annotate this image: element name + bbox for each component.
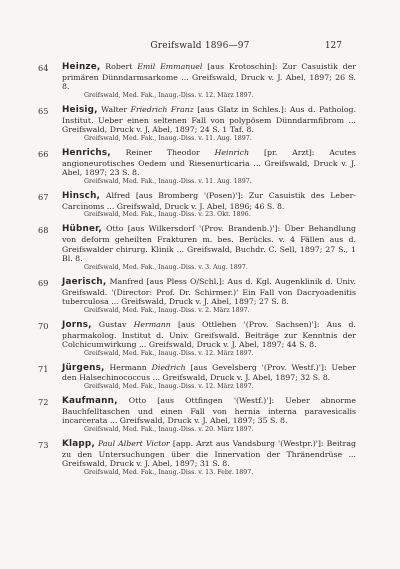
entry-surname: Jürgens,: [62, 362, 105, 373]
entry-number: 64: [38, 63, 49, 73]
entry-given-name: Otto: [106, 224, 124, 234]
entry-text: [62, 396, 356, 426]
entry-text: [62, 363, 356, 383]
entry-note: Greifswald, Med. Fak., Inaug.-Diss. v. 12. März 1897.: [84, 383, 254, 391]
bibliographic-entry: [38, 62, 356, 100]
entry-note: Greifswald, Med. Fak., Inaug.-Diss. v. 23. Okt. 1896.: [84, 211, 251, 219]
entry-surname: Jorns,: [62, 319, 92, 330]
entry-given-name: Otto: [128, 396, 147, 406]
entry-note: Greifswald, Med. Fak., Inaug.-Diss. v. 20. März 1897.: [84, 426, 254, 434]
entry-note: Greifswald, Med. Fak., Inaug.-Diss. v. 11. Aug. 1897.: [84, 177, 252, 185]
entry-italic-name: Friedrich Franz: [130, 104, 194, 114]
entry-title: [aus Krotoschin]: Zur Casuistik der primären Dünndarmsarkome ... Greifswald, Druck v. J. Abel, 1897; 26 S. 8.: [62, 62, 356, 92]
entry-italic-name: Diedrich: [151, 362, 186, 372]
entry-note: Greifswald, Med. Fak., Inaug.-Diss. v. 3. Aug. 1897.: [84, 263, 248, 271]
entry-list: [38, 62, 356, 482]
entry-text: [62, 191, 356, 211]
running-head: [0, 41, 400, 55]
entry-title: [aus Pless O/Schl.]: Aus d. Kgl. Augenklinik d. Univ. Greifswald. '(Director: Prof. Dr. Schirmer.)' Ein Fall von Dacryoadenitis tuberculosa ... Greifswald, Druck v. J. Abel, 1897; 27 S. 8.: [62, 276, 357, 307]
entry-title: [app. Arzt aus Vandsburg '(Westpr.)']: Beitrag zu den Untersuchungen über die Innervation der Thränendrüse ... Greifswald, Druck v. J. Abel, 1897; 31 S. 8.: [62, 439, 357, 469]
entry-title: [aus Ottleben '(Prov. Sachsen)']: Aus d. pharmakolog. Institut d. Univ. Greifswald. Beiträge zur Kenntnis der Colchicumwirkung ... Greifswald, Druck v. J. Abel, 1897; 44 S. 8.: [62, 319, 356, 350]
entry-surname: Henrichs,: [62, 147, 111, 158]
entry-title: [aus Glatz in Schles.]: Aus d. Patholog. Institut. Ueber einen seltenen Fall von polypösem Dünndarmfibrom ... Greifswald, Druck v. J. Abel, 1897; 24 S. 1 Taf. 8.: [62, 104, 357, 135]
bibliographic-entry: [38, 363, 356, 391]
bibliographic-entry: [38, 320, 356, 358]
entry-note: Greifswald, Med. Fak., Inaug.-Diss. v. 12. März 1897.: [84, 91, 254, 99]
entry-italic-name: Paul Albert Victor: [98, 439, 170, 449]
entry-number: 70: [38, 320, 49, 331]
entry-number: 68: [38, 225, 49, 236]
entry-note: Greifswald, Med. Fak., Inaug.-Diss. v. 11. Aug. 1897.: [84, 134, 252, 142]
running-title: Greifswald 1896—97: [150, 41, 250, 51]
bibliographic-entry: [38, 439, 356, 477]
entry-given-name: Manfred: [109, 276, 144, 286]
entry-surname: Heinze,: [62, 62, 101, 72]
entry-title: [aus Ottfingen '(Westf.)']: Ueber abnorme Bauchfelltaschen und einen Fall von hernia interna paravesicalis incarcerata ... Greifswald, Druck v. J. Abel, 1897; 35 S. 8.: [62, 396, 356, 426]
entry-number: 73: [38, 440, 49, 451]
entry-italic-name: Heinrich: [214, 147, 250, 157]
entry-text: [62, 224, 356, 263]
entry-number: 72: [38, 397, 49, 408]
entry-given-name: Gustav: [98, 319, 127, 329]
bibliographic-entry: [38, 105, 356, 143]
bibliographic-entry: [38, 148, 356, 186]
entry-given-name: Walter: [101, 104, 128, 114]
entry-surname: Hinsch,: [62, 190, 101, 201]
entry-note: Greifswald, Med. Fak., Inaug.-Diss. v. 12. März 1897.: [84, 349, 254, 357]
entry-surname: Heisig,: [62, 104, 98, 115]
entry-title: [pr. Arzt]: Acutes angioneurotisches Oedem und Riesenurticaria ... Greifswald, Druck v. J. Abel, 1897; 23 S. 8.: [62, 147, 357, 178]
entry-number: 69: [38, 277, 49, 288]
entry-surname: Kaufmann,: [62, 396, 118, 407]
entry-given-name: Alfred: [105, 190, 131, 200]
entry-text: [62, 148, 356, 178]
entry-text: [62, 277, 356, 307]
entry-given-name: Robert: [105, 62, 133, 71]
entry-text: [62, 320, 356, 350]
entry-text: [62, 105, 356, 135]
entry-surname: Klapp,: [62, 439, 95, 450]
bibliographic-entry: [38, 191, 356, 219]
entry-italic-name: Emil Emmanuel: [137, 62, 203, 71]
entry-given-name: Reiner Theodor: [125, 147, 200, 157]
bibliographic-entry: [38, 224, 356, 272]
entry-italic-name: Hermann: [133, 319, 171, 329]
entry-text: [62, 62, 356, 92]
entry-text: [62, 439, 356, 469]
entry-note: Greifswald, Med. Fak., Inaug.-Diss. v. 13. Febr. 1897.: [84, 469, 254, 477]
entry-number: 71: [38, 363, 49, 374]
entry-surname: Jaerisch,: [62, 276, 107, 287]
entry-title: [aus Bromberg '(Posen)']: Zur Casuistik des Leber-Carcinoms ... Greifswald, Druck v. J. Abel, 1896; 46 S. 8.: [62, 190, 356, 211]
bibliographic-entry: [38, 277, 356, 315]
entry-given-name: Hermann: [109, 362, 147, 372]
entry-note: Greifswald, Med. Fak., Inaug.-Diss. v. 2. März 1897.: [84, 306, 250, 314]
entry-number: 65: [38, 105, 49, 116]
entry-number: 66: [38, 148, 49, 159]
page-number: 127: [324, 41, 342, 51]
bibliographic-entry: [38, 396, 356, 434]
entry-title: [aus Gevelsberg '(Prov. Westf.)']: Ueber den Halsechinococcus ... Greifswald, Druck v. J. Abel, 1897; 32 S. 8.: [62, 362, 356, 383]
entry-title: [aus Wilkersdorf '(Prov. Brandenb.)']: Über Behandlung von deform geheilten Frakturen m. bes. Berücks. v. 4 Fällen aus d. Greifswalder chirurg. Klinik ... Greifswald, Buchdr. C. Sell, 1897; 27 S., 1 Bl. 8.: [62, 224, 356, 264]
entry-number: 67: [38, 191, 49, 202]
entry-surname: Hübner,: [62, 224, 102, 235]
